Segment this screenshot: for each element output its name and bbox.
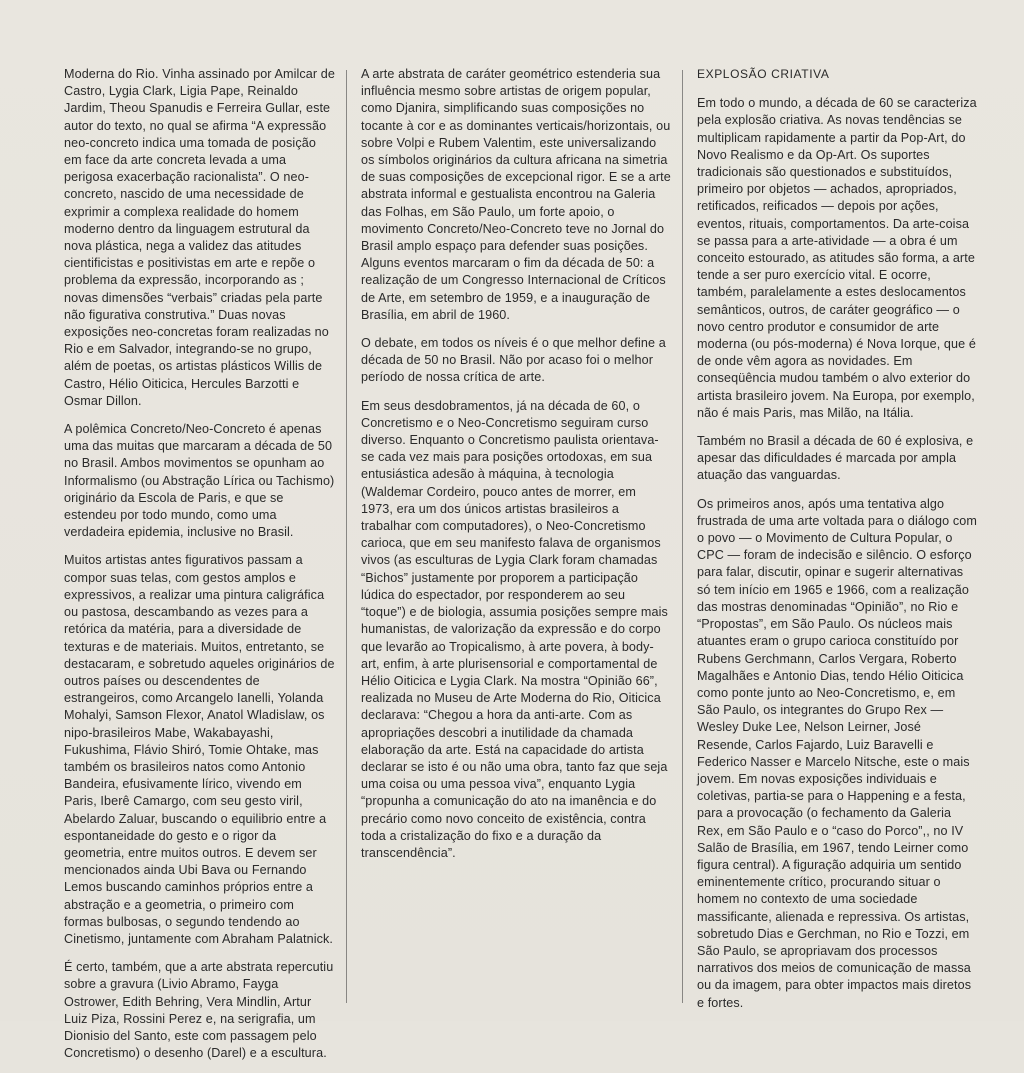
column-divider-left <box>346 70 347 1003</box>
paragraph: Moderna do Rio. Vinha assinado por Amilcar de Castro, Lygia Clark, Ligia Pape, Reinaldo Jardim, Theou Spanudis e Ferreira Gullar, este autor do texto, no qual se afirma “A expressão neo-concreto indica uma tomada de posição em face da arte concreta levada a uma perigosa exacerbação racionalista”. O neo-concreto, nascido de uma necessidade de exprimir a complexa realidade do homem moderno dentro da linguagem estrutural da nova plástica, nega a validez das atitudes cientificistas e positivistas em arte e repõe o problema da expressão, incorporando as ; novas dimensões “verbais” criadas pela parte não figurativa construtiva.” Duas novas exposições neo-concretas foram realizadas no Rio e em Salvador, integrando-se no grupo, além de poetas, os artistas plásticos Willis de Castro, Hélio Oiticica, Hercules Barzotti e Osmar Dillon. <box>64 67 335 408</box>
column-divider-right <box>682 70 683 1003</box>
paragraph: Também no Brasil a década de 60 é explosiva, e apesar das dificuldades é marcada por ampla atuação das vanguardas. <box>697 434 974 483</box>
text-column-3 <box>697 66 979 1023</box>
paragraph: A polêmica Concreto/Neo-Concreto é apenas uma das muitas que marcaram a década de 50 no Brasil. Ambos movimentos se opunham ao Informalismo (ou Abstração Lírica ou Tachismo) originário da Escola de Paris, e que se estendeu por todo mundo, como uma verdadeira epidemia, inclusive no Brasil. <box>64 422 335 540</box>
paragraph: A arte abstrata de caráter geométrico estenderia sua influência mesmo sobre artistas de origem popular, como Djanira, simplificando suas composições no tocante à cor e as dominantes verticais/horizontais, ou sobre Volpi e Rubem Valentim, este universalizando os símbolos originários da cultura africana na simetria de suas composições de excepcional rigor. E se a arte abstrata informal e gestualista encontrou na Galeria das Folhas, em São Paulo, um forte apoio, o movimento Concreto/Neo-Concreto teve no Jornal do Brasil amplo espaço para defender suas posições. Alguns eventos marcaram o fim da década de 50: a realização de um Congresso Internacional de Críticos de Arte, em setembro de 1959, e a inauguração de Brasília, em abril de 1960. <box>361 67 671 322</box>
paragraph: Os primeiros anos, após uma tentativa algo frustrada de uma arte voltada para o diálogo com o povo — o Movimento de Cultura Popular, o CPC — foram de indecisão e silêncio. O esforço para falar, discutir, opinar e sugerir alternativas só tem início em 1965 e 1966, com a realização das mostras denominadas “Opinião”, no Rio e “Propostas”, em São Paulo. Os núcleos mais atuantes eram o grupo carioca constituído por Rubens Gerchmann, Carlos Vergara, Roberto Magalhães e Antonio Dias, tendo Hélio Oiticica como ponte junto ao Neo-Concretismo, e, em São Paulo, os integrantes do Grupo Rex — Wesley Duke Lee, Nelson Leirner, José Resende, Carlos Fajardo, Luiz Baravelli e Federico Nasser e Marcelo Nitsche, este o mais jovem. Em novas exposições individuais e coletivas, partia-se para o Happening e a festa, para a provocação (o fechamento da Galeria Rex, em São Paulo e o “caso do Porco”,, no IV Salão de Brasília, em 1967, tendo Leirner como figura central). A figuração adquiria um sentido eminentemente crítico, procurando situar o homem no contexto de uma sociedade massificante, alienada e repressiva. Os artistas, sobretudo Dias e Gerchman, no Rio e Tozzi, em São Paulo, se apropriavam dos processos narrativos dos meios de comunicação de massa ou da imagem, para obter impactos mais diretos e fortes. <box>697 496 977 1010</box>
paragraph: Muitos artistas antes figurativos passam a compor suas telas, com gestos amplos e expressivos, a realizar uma pintura caligráfica ou pastosa, descambando as vezes para a retórica da matéria, para a diversidade de texturas e de materiais. Muitos, entretanto, se destacaram, e sobretudo aqueles originários de outros países ou descendentes de estrangeiros, como Arcangelo Ianelli, Yolanda Mohalyi, Samson Flexor, Anatol Wladislaw, os nipo-brasileiros Mabe, Wakabayashi, Fukushima, Flávio Shiró, Tomie Ohtake, mas também os brasileiros natos como Antonio Bandeira, efusivamente lírico, vivendo em Paris, Iberê Camargo, com seu gesto viril, Abelardo Zaluar, buscando o equilibrio entre a espontaneidade do gesto e o rigor da geometria, entre muitos outros. E devem ser mencionados ainda Ubi Bava ou Fernando Lemos buscando caminhos próprios entre a abstração e a geometria, o primeiro com formas bulbosas, o segundo tendendo ao Cinetismo, juntamente com Abraham Palatnick. <box>64 553 335 946</box>
paragraph: Em todo o mundo, a década de 60 se caracteriza pela explosão criativa. As novas tendências se multiplicam rapidamente a partir da Pop-Art, do Novo Realismo e da Op-Art. Os suportes tradicionais são questionados e substituídos, primeiro por objetos — achados, apropriados, retificados, reificados — depois por ações, eventos, rituais, comportamentos. Da arte-coisa se passa para a arte-atividade — a obra é um conceito estourado, as atitudes são forma, a arte tende a ser puro exercício vital. E ocorre, também, paralelamente a estes deslocamentos semânticos, outros, de caráter geográfico — o novo centro produtor e consumidor de arte moderna (ou pós-moderna) é Nova Iorque, que é de onde vêm agora as novidades. Em conseqüência mudou também o alvo exterior do artista brasileiro jovem. Na Europa, por exemplo, não é mais Paris, mas Milão, na Itália. <box>697 96 977 420</box>
text-column-2 <box>361 66 671 873</box>
paragraph: O debate, em todos os níveis é o que melhor define a década de 50 no Brasil. Não por acaso foi o melhor período de nossa crítica de arte. <box>361 336 666 385</box>
paragraph: Em seus desdobramentos, já na década de 60, o Concretismo e o Neo-Concretismo seguiram curso diverso. Enquanto o Concretismo paulista orientava-se cada vez mais para posições ortodoxas, em sua entusiástica adesão à máquina, à tecnologia (Waldemar Cordeiro, pouco antes de morrer, em 1973, era um dos únicos artistas brasileiros a trabalhar com computadores), o Neo-Concretismo carioca, que em seu manifesto falava de organismos vivos (as esculturas de Lygia Clark foram chamadas “Bichos” justamente por proporem a participação lúdica do espectador, por responderem ao seu “toque”) e de biologia, assumia posições sempre mais humanistas, de valorização da expressão e do corpo que levarão ao Tropicalismo, à arte povera, à body-art, enfim, à arte plurisensorial e comportamental de Hélio Oiticica e Lygia Clark. Na mostra “Opinião 66”, realizada no Museu de Arte Moderna do Rio, Oiticica declarava: “Chegou a hora da anti-arte. Com as apropriações descobri a inutilidade da chamada elaboração da arte. Está na capacidade do artista declarar se isto é ou não uma obra, tanto faz que seja uma coisa ou uma pessoa viva”, enquanto Lygia “propunha a comunicação do ato na imanência e do precário como novo conceito de existência, contra toda a cristalização do fixo e a duração da transcendência”. <box>361 398 668 860</box>
paragraph: É certo, também, que a arte abstrata repercutiu sobre a gravura (Livio Abramo, Fayga Ostrower, Edith Behring, Vera Mindlin, Artur Luiz Piza, Rossini Perez e, na serigrafia, um Dionisio del Santo, este com passagem pelo Concretismo) o desenho (Darel) e a escultura. <box>64 960 334 1061</box>
text-column-1 <box>64 66 336 1073</box>
section-heading: EXPLOSÃO CRIATIVA <box>697 67 830 81</box>
